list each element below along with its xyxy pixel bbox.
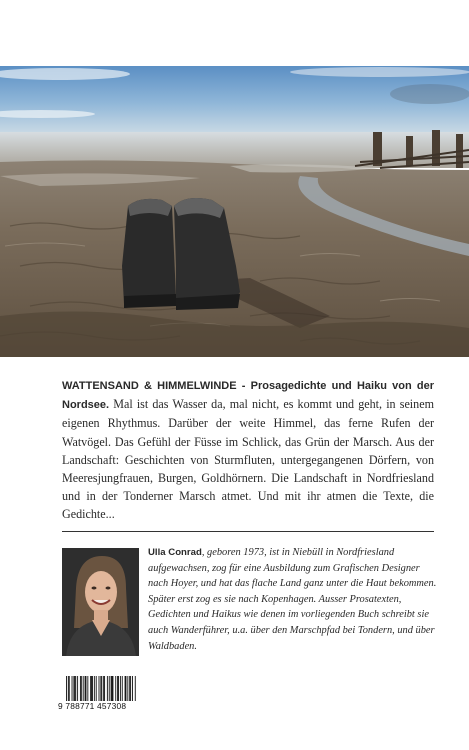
- barcode-bar: [91, 676, 92, 702]
- author-bio-text: , geboren 1973, ist in Niebüll in Nordfriesland aufgewachsen, zog für eine Ausbildung zum Grafischen Designer nach Hoyer, und hat das flache Land ganz unter die Haut bekommen. Später erst zog es sie nach Kopenhagen. Ausser Prosatexten, Gedichten und Haikus wie denen im vorliegenden Buch schreibt sie auch Wanderführer, u.a. über den Marschpfad bei Tondern, und über Waldbaden.: [148, 547, 437, 652]
- barcode-bar: [87, 676, 88, 702]
- barcode-bar: [109, 676, 110, 702]
- barcode-bar: [96, 676, 97, 702]
- isbn-number: 9 788771 457308: [58, 701, 142, 711]
- barcode-bar: [77, 676, 78, 702]
- barcode-bar: [85, 676, 86, 702]
- barcode-bar: [68, 676, 69, 702]
- barcode-bar: [132, 676, 133, 702]
- barcode-bar: [111, 676, 112, 702]
- barcode-bar: [113, 676, 114, 702]
- barcode-bar: [92, 676, 93, 702]
- barcode-bar: [80, 676, 81, 702]
- barcode-bar: [72, 676, 73, 702]
- barcode-bar: [127, 676, 128, 702]
- barcode-bar: [75, 676, 76, 702]
- cover-photo: [0, 66, 469, 357]
- author-bio: [148, 545, 438, 654]
- barcode-bar: [94, 676, 95, 702]
- barcode-bar: [81, 676, 82, 702]
- barcode-bar: [104, 676, 105, 702]
- barcode-bar: [101, 676, 102, 702]
- barcode-bar: [90, 676, 91, 702]
- author-portrait: [62, 548, 139, 656]
- barcode-bar: [100, 676, 101, 702]
- barcode-bar: [99, 676, 100, 702]
- barcode-bar: [112, 676, 113, 702]
- barcode-bar: [66, 676, 67, 702]
- barcode-bar: [86, 676, 87, 702]
- barcode-bar: [73, 676, 74, 702]
- barcode-bar: [107, 676, 108, 702]
- barcode-bar: [120, 676, 121, 702]
- barcode-bar: [117, 676, 118, 702]
- barcode-bar: [115, 676, 116, 702]
- barcode-bar: [103, 676, 104, 702]
- barcode-bar: [130, 676, 131, 702]
- barcode-bar: [122, 676, 123, 702]
- barcode-bar: [74, 676, 75, 702]
- book-description: [62, 376, 434, 524]
- divider-rule: [62, 531, 434, 532]
- barcode-bar: [69, 676, 70, 702]
- barcode-bar: [129, 676, 130, 702]
- barcode-bar: [125, 676, 126, 702]
- barcode-bar: [118, 676, 119, 702]
- barcode-bar: [135, 676, 136, 702]
- book-description-text: Mal ist das Wasser da, mal nicht, es kommt und geht, in seinem eigenen Rhythmus. Darüber der weite Himmel, das ferne Rufen der Watvögel. Das Gefühl der Füsse im Schlick, das Grün der Marsch. Aus der Landschaft: Geschichten von Sturmfluten, untergegangenen Dörfern, von Meeresjungfrauen, Burgen, Goldhörnern. Die Landschaft in Nordfriesland und in der Tonderner Marsch atmet. Und mit ihr atmen die Texte, die Gedichte...: [62, 397, 434, 522]
- barcode-bar: [126, 676, 127, 702]
- barcode-bar: [83, 676, 84, 702]
- boot-left: [122, 199, 176, 308]
- author-name: Ulla Conrad: [148, 547, 202, 558]
- book-title-lead: WATTENSAND & HIMMELWINDE - Prosagedichte und Haiku von der Nordsee.: [62, 380, 434, 412]
